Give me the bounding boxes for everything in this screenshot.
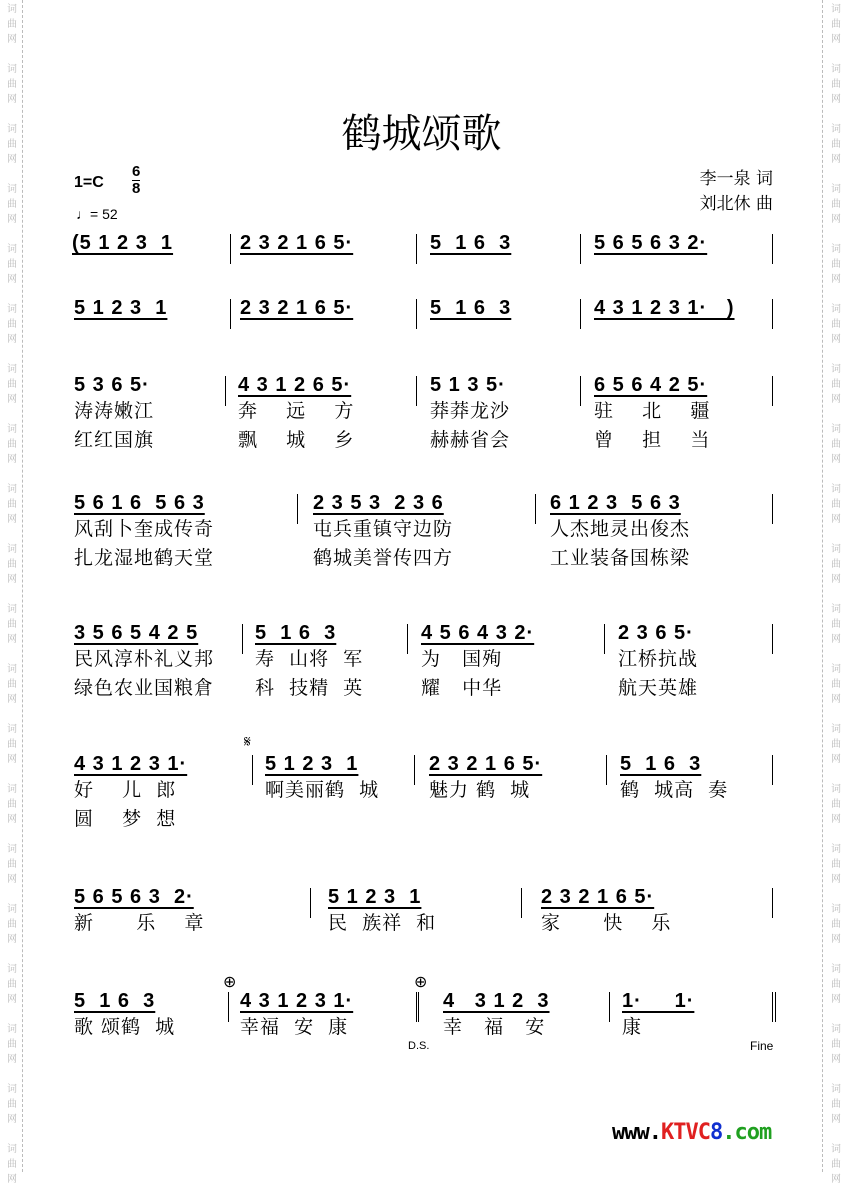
side-watermark: 词曲网 (831, 844, 841, 885)
side-watermark: 词曲网 (831, 4, 841, 45)
lyric-line-1: 民风淳朴礼义邦 (74, 648, 215, 670)
coda-sign-2: ⊕ (414, 972, 428, 991)
lyric-line-1: 幸福 安 康 (240, 1016, 349, 1038)
barline (228, 992, 229, 1022)
measure-notes: 5 1 2 3 1 (328, 886, 422, 908)
composer-credit: 刘北休 曲 (699, 194, 773, 214)
margin-line-right (822, 0, 823, 1172)
measure-notes: 5 1 6 3 (255, 622, 337, 644)
barline (230, 234, 231, 264)
side-watermark: 词曲网 (831, 1144, 841, 1185)
side-watermark: 词曲网 (7, 424, 17, 465)
measure-notes: 5 1 6 3 (74, 990, 156, 1012)
side-watermark: 词曲网 (831, 604, 841, 645)
side-watermark: 词曲网 (7, 1144, 17, 1185)
barline (604, 624, 605, 654)
lyric-line-2: 绿色农业国粮倉 (74, 677, 215, 699)
side-watermark: 词曲网 (7, 964, 17, 1005)
logo-com: .com (722, 1120, 772, 1145)
measure-notes: (5 1 2 3 1 (72, 232, 174, 254)
side-watermark: 词曲网 (7, 64, 17, 105)
lyric-line-1: 歌 颂鹤 城 (74, 1016, 176, 1038)
lyric-line-1: 幸 福 安 (443, 1016, 546, 1038)
measure-notes: 2 3 2 1 6 5· (240, 297, 354, 319)
side-watermark: 词曲网 (831, 184, 841, 225)
barline (416, 376, 417, 406)
barline (407, 624, 408, 654)
side-watermark: 词曲网 (7, 484, 17, 525)
side-watermark: 词曲网 (831, 784, 841, 825)
measure-notes: 5 1 6 3 (430, 297, 512, 319)
measure-notes: 1· 1· (622, 990, 695, 1012)
barline (416, 299, 417, 329)
lyric-line-1: 屯兵重镇守边防 (313, 518, 454, 540)
side-watermark: 词曲网 (7, 244, 17, 285)
measure-notes: 5 3 6 5· (74, 374, 150, 396)
barline (606, 755, 607, 785)
fine-label: Fine (750, 1039, 774, 1053)
lyric-line-2: 扎龙湿地鹤天堂 (74, 547, 215, 569)
lyric-line-1: 民 族祥 和 (328, 912, 437, 934)
margin-line-left (22, 0, 23, 1172)
lyric-line-2: 赫赫省会 (430, 429, 511, 451)
measure-notes: 2 3 6 5· (618, 622, 694, 644)
side-watermark: 词曲网 (7, 1084, 17, 1125)
barline (225, 376, 226, 406)
side-watermark: 词曲网 (7, 544, 17, 585)
lyric-line-2: 红红国旗 (74, 429, 155, 451)
measure-notes: 2 3 2 1 6 5· (240, 232, 354, 254)
lyric-line-2: 曾 担 当 (594, 429, 711, 451)
side-watermark: 词曲网 (7, 4, 17, 45)
time-bottom: 8 (132, 180, 141, 197)
side-watermark: 词曲网 (831, 904, 841, 945)
lyric-line-1: 莽莽龙沙 (430, 400, 511, 422)
measure-notes: 6 5 6 4 2 5· (594, 374, 708, 396)
measure-notes: 5 1 2 3 1 (265, 753, 359, 775)
side-watermark: 词曲网 (831, 664, 841, 705)
lyric-line-1: 新 乐 章 (74, 912, 205, 934)
side-watermark: 词曲网 (7, 724, 17, 765)
barline (416, 234, 417, 264)
measure-notes: 4 3 1 2 3 1· ) (594, 297, 735, 319)
site-logo (612, 1120, 771, 1145)
measure-notes: 5 1 3 5· (430, 374, 506, 396)
side-watermark: 词曲网 (7, 364, 17, 405)
measure-notes: 5 6 5 6 3 2· (594, 232, 708, 254)
barline (772, 494, 773, 524)
measure-notes: 5 1 2 3 1 (74, 297, 168, 319)
lyric-line-1: 人杰地灵出俊杰 (550, 518, 691, 540)
measure-notes: 6 1 2 3 5 6 3 (550, 492, 681, 514)
measure-notes: 2 3 2 1 6 5· (541, 886, 655, 908)
lyric-line-2: 耀 中华 (421, 677, 503, 699)
side-watermark: 词曲网 (7, 184, 17, 225)
lyric-line-1: 涛涛嫩江 (74, 400, 155, 422)
barline (521, 888, 522, 918)
side-watermark: 词曲网 (831, 244, 841, 285)
lyric-line-1: 好 儿 郎 (74, 779, 177, 801)
barline (772, 888, 773, 918)
time-top: 6 (132, 163, 141, 180)
side-watermark: 词曲网 (831, 124, 841, 165)
barline (310, 888, 311, 918)
measure-notes: 5 1 6 3 (620, 753, 702, 775)
barline (772, 624, 773, 654)
measure-notes: 2 3 5 3 2 3 6 (313, 492, 444, 514)
barline (242, 624, 243, 654)
measure-notes: 4 5 6 4 3 2· (421, 622, 535, 644)
side-watermark: 词曲网 (7, 304, 17, 345)
barline (580, 376, 581, 406)
side-watermark: 词曲网 (7, 1024, 17, 1065)
barline (297, 494, 298, 524)
side-watermark: 词曲网 (831, 1024, 841, 1065)
lyric-line-1: 为 国殉 (421, 648, 503, 670)
barline (772, 992, 780, 1022)
side-watermark: 词曲网 (831, 544, 841, 585)
time-signature (132, 164, 140, 197)
coda-sign: ⊕ (223, 972, 237, 991)
lyricist-credit: 李一泉 词 (699, 169, 773, 189)
barline (414, 755, 415, 785)
measure-notes: 4 3 1 2 3 1· (74, 753, 188, 775)
key-signature: 1=C (74, 174, 104, 191)
side-watermark: 词曲网 (7, 604, 17, 645)
lyric-line-1: 驻 北 疆 (594, 400, 711, 422)
lyric-line-1: 康 (622, 1016, 643, 1038)
barline (416, 992, 422, 1022)
side-watermark: 词曲网 (831, 484, 841, 525)
side-watermark: 词曲网 (831, 364, 841, 405)
lyric-line-1: 江桥抗战 (618, 648, 699, 670)
lyric-line-2: 科 技精 英 (255, 677, 364, 699)
side-watermark: 词曲网 (831, 64, 841, 105)
barline (772, 376, 773, 406)
measure-notes: 2 3 2 1 6 5· (429, 753, 543, 775)
barline (772, 299, 773, 329)
side-watermark: 词曲网 (7, 124, 17, 165)
lyric-line-2: 工业装备国栋梁 (550, 547, 691, 569)
measure-notes: 4 3 1 2 3 1· (240, 990, 354, 1012)
lyric-line-2: 圆 梦 想 (74, 808, 177, 830)
lyric-line-1: 寿 山将 军 (255, 648, 364, 670)
measure-notes: 5 6 5 6 3 2· (74, 886, 194, 908)
segno-sign: 𝄋 (244, 732, 251, 751)
lyric-line-2: 航天英雄 (618, 677, 699, 699)
side-watermark: 词曲网 (7, 904, 17, 945)
logo-eight: 8 (709, 1120, 723, 1145)
side-watermark: 词曲网 (831, 964, 841, 1005)
logo-ktvc: KTVC (660, 1120, 710, 1145)
logo-www: www. (612, 1120, 661, 1145)
lyric-line-1: 家 快 乐 (541, 912, 672, 934)
barline (252, 755, 253, 785)
side-watermark: 词曲网 (7, 784, 17, 825)
measure-notes: 4 3 1 2 3 (443, 990, 550, 1012)
side-watermark: 词曲网 (7, 844, 17, 885)
tempo-mark: ♩= 52 (76, 206, 118, 222)
barline (580, 299, 581, 329)
measure-notes: 5 1 6 3 (430, 232, 512, 254)
ds-label: D.S. (408, 1040, 430, 1052)
barline (772, 234, 773, 264)
measure-notes: 4 3 1 2 6 5· (238, 374, 352, 396)
barline (230, 299, 231, 329)
lyric-line-2: 鹤城美誉传四方 (313, 547, 454, 569)
barline (580, 234, 581, 264)
lyric-line-1: 奔 远 方 (238, 400, 355, 422)
lyric-line-1: 啊美丽鹤 城 (265, 779, 380, 801)
side-watermark: 词曲网 (831, 304, 841, 345)
measure-notes: 3 5 6 5 4 2 5 (74, 622, 199, 644)
lyric-line-1: 风刮卜奎成传奇 (74, 518, 215, 540)
lyric-line-2: 飘 城 乡 (238, 429, 355, 451)
side-watermark: 词曲网 (831, 1084, 841, 1125)
song-title: 鹤城颂歌 (341, 111, 502, 157)
side-watermark: 词曲网 (831, 724, 841, 765)
barline (772, 755, 773, 785)
barline (609, 992, 610, 1022)
barline (535, 494, 536, 524)
side-watermark: 词曲网 (7, 664, 17, 705)
side-watermark: 词曲网 (831, 424, 841, 465)
lyric-line-1: 鹤 城高 奏 (620, 779, 729, 801)
measure-notes: 5 6 1 6 5 6 3 (74, 492, 205, 514)
lyric-line-1: 魅力 鹤 城 (429, 779, 531, 801)
